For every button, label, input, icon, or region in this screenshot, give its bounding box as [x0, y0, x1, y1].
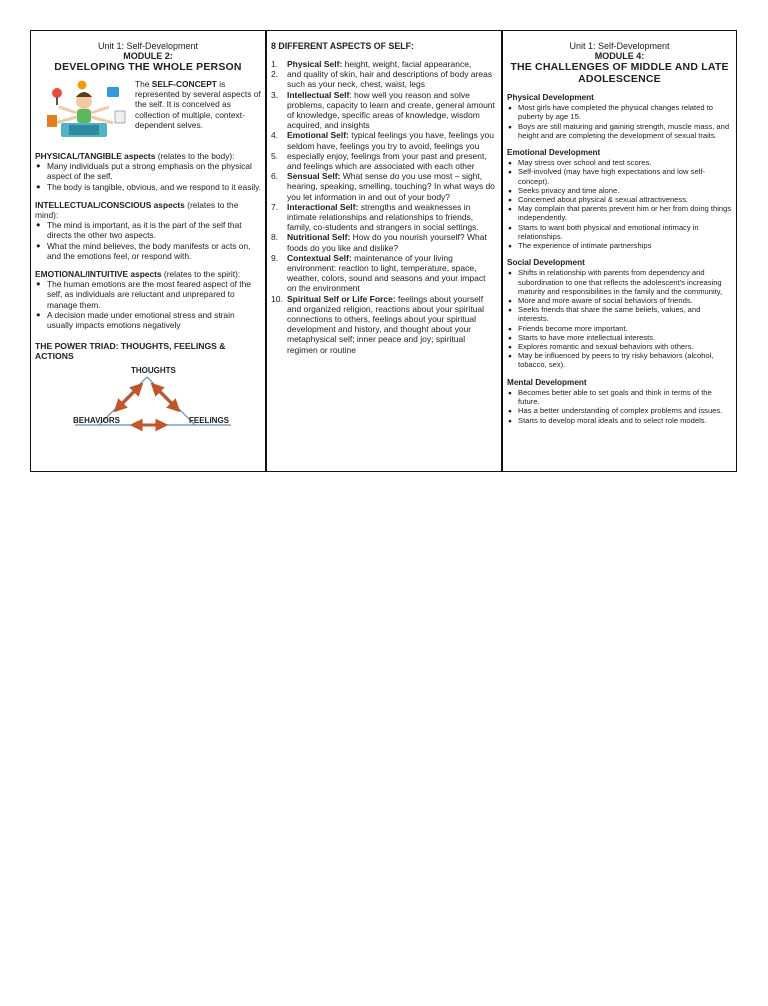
thoughts-label: THOUGHTS — [131, 366, 176, 376]
list-item: ● The experience of intimate partnerships — [507, 241, 732, 250]
mental-development-list — [507, 388, 732, 425]
self-concept-text: The SELF-CONCEPT is represented by several aspects of the self. It is conceived as collection of multiple, context-dependent selves. — [135, 79, 261, 130]
module-label: MODULE 2: — [123, 51, 173, 61]
list-item: 10. Spiritual Self or Life Force: feelings about yourself and organized religion, reactions about your spiritual connections to others, feelings about your spiritual development and history, and thought about your metaphysical self; inner peace and joy; spiritual regimen or routine — [271, 293, 485, 355]
unit-label: Unit 1: Self-Development — [97, 41, 199, 51]
arrow-behaviors-feelings — [133, 421, 165, 429]
mental-development-heading: Mental Development — [507, 377, 587, 387]
physical-aspects-heading: PHYSICAL/TANGIBLE aspects (relates to the body): — [35, 151, 235, 161]
handout-sheet — [30, 30, 737, 472]
list-item: ● Seeks friends that share the same beliefs, values, and interests. — [507, 305, 732, 323]
social-development-heading: Social Development — [507, 258, 585, 268]
power-triad-diagram — [35, 363, 263, 435]
physical-development-heading: Physical Development — [507, 93, 594, 102]
emotional-aspects-heading: EMOTIONAL/INTUITIVE aspects (relates to the spirit): — [35, 269, 241, 280]
list-item: 6. Sensual Self: What sense do you use most – sight, hearing, speaking, smelling, touching? In what ways do you let information in and out of your body? — [271, 171, 495, 202]
list-item: ● May stress over school and test scores. — [507, 158, 732, 167]
list-item: ● Starts to develop moral ideals and to select role models. — [507, 416, 732, 425]
list-item: ● Boys are still maturing and gaining strength, muscle mass, and height and are completing the development of sexual traits. — [507, 122, 732, 140]
list-item: ● Friends become more important. — [507, 324, 732, 333]
emotional-development-list — [507, 158, 732, 250]
list-item: 5. especially enjoy, feelings from your past and present, and feelings which are associated with each other — [271, 150, 487, 172]
list-item: 3. Intellectual Self: how well you reason and solve problems, capacity to learn and create, general amount of knowledge, specific areas of knowledge, wisdom acquired, and insights — [271, 89, 495, 131]
list-item: 1. Physical Self: height, weight, facial appearance, — [271, 59, 472, 69]
emotional-development-heading: Emotional Development — [507, 148, 601, 158]
list-item: ● The mind is important, as it is the part of the self that directs the other two aspects. — [35, 220, 261, 240]
intellectual-aspects-heading: INTELLECTUAL/CONSCIOUS aspects (relates to the mind): — [35, 199, 239, 221]
list-item: ● Has a better understanding of complex problems and issues. — [507, 406, 732, 415]
list-item: ● Self-involved (may have high expectations and low self-concept). — [507, 167, 732, 185]
list-item: ● Starts to want both physical and emotional intimacy in relationships. — [507, 223, 732, 241]
self-concept-intro — [35, 79, 261, 143]
list-item: ● Most girls have completed the physical changes related to puberty by age 15. — [507, 103, 732, 121]
unit-label: Unit 1: Self-Development — [569, 41, 670, 51]
list-item: ● A decision made under emotional stress and strain usually impacts emotions negatively — [35, 310, 261, 330]
physical-aspects-list — [35, 161, 261, 192]
list-item: ● Becomes better able to set goals and think in terms of the future. — [507, 388, 732, 406]
list-item: 4. Emotional Self: typical feelings you have, feelings you seldom have, feelings you try to avoid, feelings you — [271, 130, 494, 151]
list-item: 8. Nutritional Self: How do you nourish yourself? What foods do you like and dislike? — [271, 232, 487, 253]
power-triad-heading: THE POWER TRIAD: THOUGHTS, FEELINGS & ACTIONS — [35, 341, 226, 362]
list-item: ● Shifts in relationship with parents from dependency and subordination to one that reflects the adolescent's increasing maturity and responsibilities in the family and the community, — [507, 268, 732, 296]
list-item: ● Concerned about physical & sexual attractiveness. — [507, 195, 732, 204]
list-item: ● May be influenced by peers to try risky behaviors (alcohol, tobacco, sex). — [507, 351, 732, 369]
social-development-list — [507, 268, 732, 369]
module-title: DEVELOPING THE WHOLE PERSON — [54, 61, 242, 73]
column-module-2 — [31, 31, 267, 471]
physical-development-list — [507, 103, 732, 140]
list-item: ● What the mind believes, the body manifests or acts on, and the emotions feel, or respond with. — [35, 241, 261, 261]
module-label: MODULE 4: — [594, 51, 645, 61]
list-item: ● The body is tangible, obvious, and we respond to it easily. — [35, 182, 261, 192]
list-item: 2. and quality of skin, hair and descriptions of body areas such as your neck, chest, waist, legs — [271, 69, 493, 90]
column-module-4 — [503, 31, 736, 471]
development-sections — [507, 93, 732, 425]
feelings-label: FEELINGS — [189, 416, 230, 426]
column-aspects-of-self — [267, 31, 503, 471]
list-item: ● Starts to have more intellectual interests. — [507, 333, 732, 342]
self-concept-term: SELF-CONCEPT — [151, 79, 217, 89]
list-item: 9. Contextual Self: maintenance of your living environment: reaction to light, temperature, space, weather, colors, sound and seasons and your impact on the environment — [271, 252, 486, 294]
multitasking-person-illustration — [35, 79, 133, 143]
list-item: ● Explores romantic and sexual behaviors with others. — [507, 342, 732, 351]
aspects-heading: 8 DIFFERENT ASPECTS OF SELF: — [271, 41, 414, 51]
emotional-aspects-list — [35, 279, 261, 330]
aspect-sections — [35, 151, 261, 330]
list-item: ● Seeks privacy and time alone. — [507, 186, 732, 195]
arrow-thoughts-feelings — [153, 385, 178, 410]
list-item: ● Many individuals put a strong emphasis on the physical aspect of the self. — [35, 161, 261, 181]
aspects-list — [271, 59, 497, 355]
list-item: ● More and more aware of social behaviors of friends. — [507, 296, 732, 305]
behaviors-label: BEHAVIORS — [73, 416, 120, 426]
list-item: ● May complain that parents prevent him or her from doing things independently. — [507, 204, 732, 222]
list-item: 7. Interactional Self: strengths and weaknesses in intimate relationships and relationships to friends, family, co-students and strangers in social settings. — [271, 201, 479, 233]
arrow-thoughts-behaviors — [116, 385, 141, 410]
intellectual-aspects-list — [35, 220, 261, 261]
module-title: THE CHALLENGES OF MIDDLE AND LATE ADOLESCENCE — [510, 61, 729, 85]
list-item: ● The human emotions are the most feared aspect of the self, as individuals are reluctant and unprepared to manage them. — [35, 279, 261, 310]
